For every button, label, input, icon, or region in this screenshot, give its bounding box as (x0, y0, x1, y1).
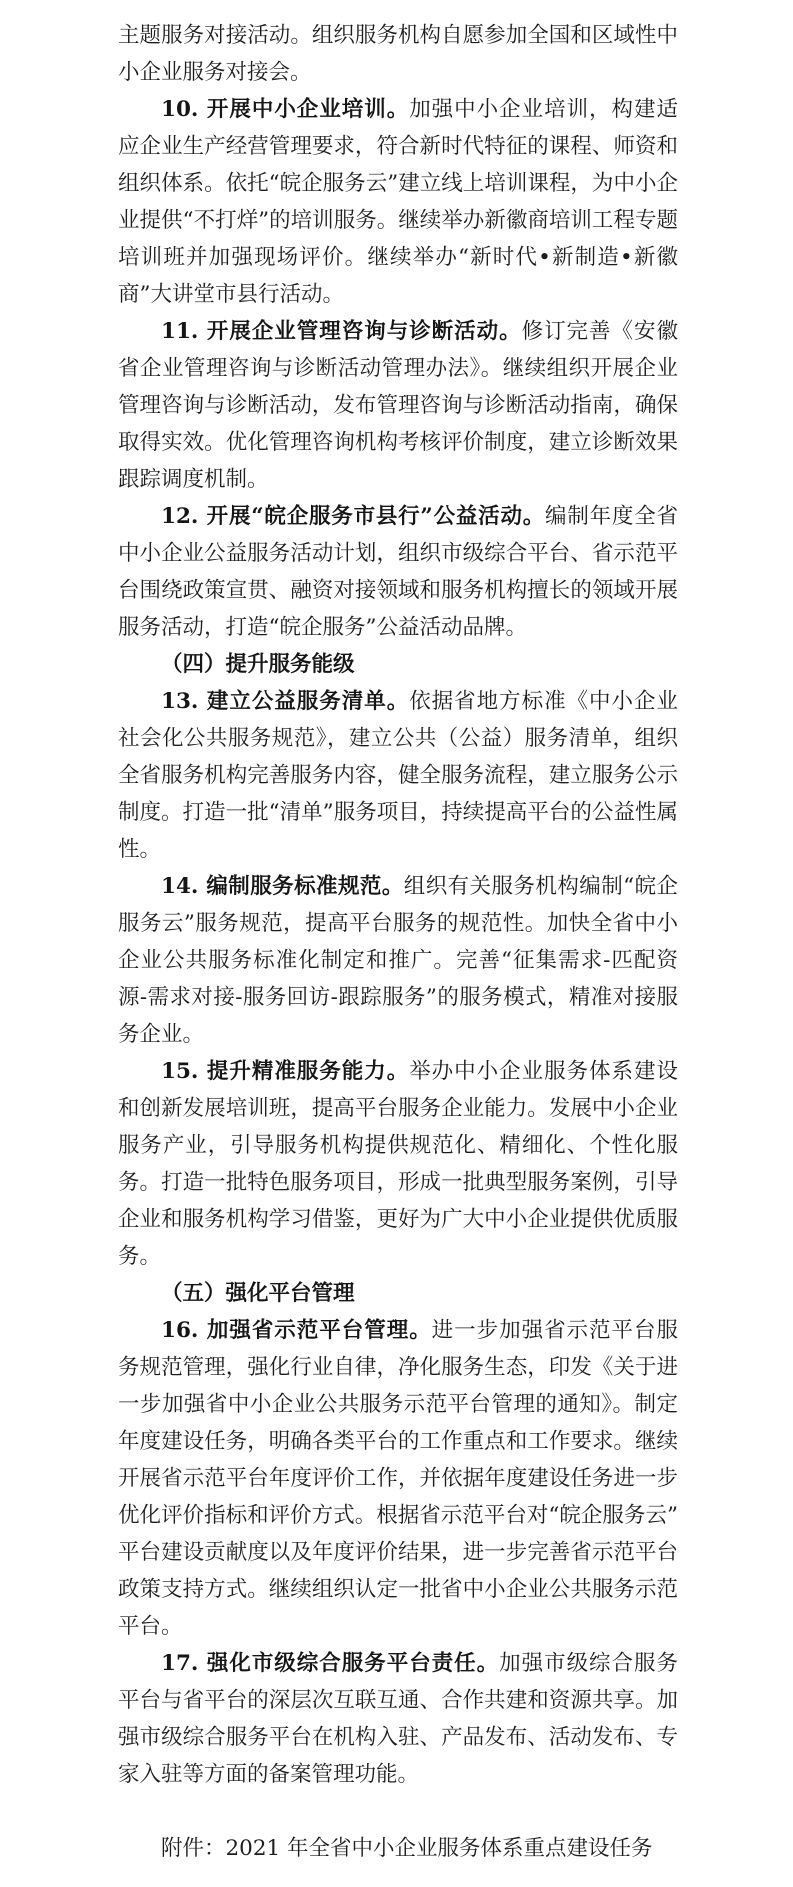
paragraph-text: 加强市级综合服务平台与省平台的深层次互联互通、合作共建和资源共享。加强市级综合服务平台在机构入驻、产品发布、活动发布、专家入驻等方面的备案管理功能。 (118, 1651, 678, 1787)
item-lead-label: 17. 强化市级综合服务平台责任。 (161, 1651, 500, 1676)
body-paragraph-continuation (118, 17, 678, 91)
section-heading (118, 1275, 678, 1312)
item-lead-label: 12. 开展“皖企服务市县行”公益活动。 (161, 504, 546, 529)
numbered-item-paragraph (118, 1645, 678, 1793)
paragraph-text: 加强中小企业培训，构建适应企业生产经营管理要求，符合新时代特征的课程、师资和组织体系。依托“皖企服务云”建立线上培训课程，为中小企业提供“不打烊”的培训服务。继续举办新徽商培训工程专题培训班并加强现场评价。继续举办“新时代•新制造•新徽商”大讲堂市县行活动。 (118, 97, 678, 307)
item-lead-label: 10. 开展中小企业培训。 (161, 97, 410, 122)
numbered-item-paragraph (118, 313, 678, 498)
numbered-item-paragraph (118, 1053, 678, 1275)
section-heading-label: （四）提升服务能级 (161, 652, 355, 677)
document-body (118, 17, 678, 1867)
numbered-item-paragraph (118, 683, 678, 868)
paragraph-text: 依据省地方标准《中小企业社会化公共服务规范》，建立公共（公益）服务清单，组织全省服务机构完善服务内容，健全服务流程，建立服务公示制度。打造一批“清单”服务项目，持续提高平台的公益性属性。 (118, 689, 678, 862)
attachment-line (118, 1830, 678, 1867)
numbered-item-paragraph (118, 498, 678, 646)
item-lead-label: 15. 提升精准服务能力。 (161, 1059, 410, 1084)
item-lead-label: 13. 建立公益服务清单。 (161, 689, 410, 714)
paragraph-text: 主题服务对接活动。组织服务机构自愿参加全国和区域性中小企业服务对接会。 (118, 23, 678, 85)
numbered-item-paragraph (118, 91, 678, 313)
paragraph-text: 修订完善《安徽省企业管理咨询与诊断活动管理办法》。继续组织开展企业管理咨询与诊断活动，发布管理咨询与诊断活动指南，确保取得实效。优化管理咨询机构考核评价制度，建立诊断效果跟踪调度机制。 (118, 319, 678, 492)
numbered-item-paragraph (118, 868, 678, 1053)
paragraph-text: 进一步加强省示范平台服务规范管理，强化行业自律，净化服务生态，印发《关于进一步加强省中小企业公共服务示范平台管理的通知》。制定年度建设任务，明确各类平台的工作重点和工作要求。继续开展省示范平台年度评价工作，并依据年度建设任务进一步优化评价指标和评价方式。根据省示范平台对“皖企服务云”平台建设贡献度以及年度评价结果，进一步完善省示范平台政策支持方式。继续组织认定一批省中小企业公共服务示范平台。 (118, 1318, 678, 1639)
paragraph-text: 组织有关服务机构编制“皖企服务云”服务规范，提高平台服务的规范性。加快全省中小企业公共服务标准化制定和推广。完善“征集需求-匹配资源-需求对接-服务回访-跟踪服务”的服务模式，精准对接服务企业。 (118, 874, 678, 1047)
item-lead-label: 14. 编制服务标准规范。 (161, 874, 404, 899)
numbered-item-paragraph (118, 1312, 678, 1645)
section-heading (118, 646, 678, 683)
paragraph-text: 编制年度全省中小企业公益服务活动计划，组织市级综合平台、省示范平台围绕政策宣贯、融资对接领域和服务机构擅长的领域开展服务活动，打造“皖企服务”公益活动品牌。 (118, 504, 678, 640)
item-lead-label: 11. 开展企业管理咨询与诊断活动。 (161, 319, 522, 344)
paragraph-text: 举办中小企业服务体系建设和创新发展培训班，提高平台服务企业能力。发展中小企业服务产业，引导服务机构提供规范化、精细化、个性化服务。打造一批特色服务项目，形成一批典型服务案例，引导企业和服务机构学习借鉴，更好为广大中小企业提供优质服务。 (118, 1059, 678, 1269)
section-heading-label: （五）强化平台管理 (161, 1281, 355, 1306)
paragraph-text: 附件：2021 年全省中小企业服务体系重点建设任务 (161, 1836, 653, 1861)
item-lead-label: 16. 加强省示范平台管理。 (161, 1318, 432, 1343)
